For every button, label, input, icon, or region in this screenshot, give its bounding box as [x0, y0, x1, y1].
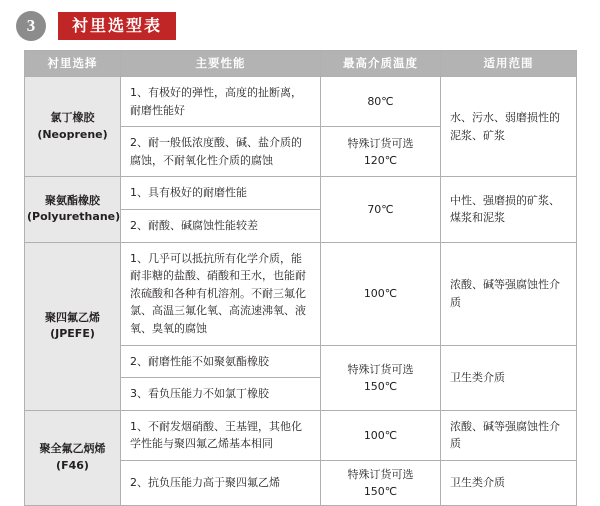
lining-name-cn: 聚全氟乙炳烯: [39, 442, 106, 456]
temperature-note: 特殊订货可选: [347, 362, 414, 376]
performance-cell: 1、有极好的弹性，高度的扯断离，耐磨性能好: [121, 77, 321, 127]
temperature-cell: 70℃: [321, 177, 441, 242]
table-header-row: [25, 51, 577, 77]
temperature-note: 特殊订货可选: [347, 467, 414, 481]
lining-name-en: (Polyurethane): [27, 210, 121, 224]
lining-name-polyurethane: [25, 177, 121, 242]
lining-selection-table: [24, 50, 577, 506]
scope-cell: 浓酸、碱等强腐蚀性介质: [441, 410, 577, 460]
performance-cell: 2、耐磨性能不如聚氨酯橡胶: [121, 345, 321, 378]
lining-name-jpefe: [25, 242, 121, 410]
lining-name-en: (JPEFE): [50, 327, 95, 341]
column-header-lining: 衬里选择: [25, 51, 121, 77]
temperature-cell: 100℃: [321, 410, 441, 460]
table-row: [25, 242, 577, 345]
scope-cell: 卫生类介质: [441, 345, 577, 410]
lining-name-f46: [25, 410, 121, 505]
table-row: [25, 177, 577, 210]
step-badge: 3: [16, 11, 46, 41]
table-body: [25, 77, 577, 506]
performance-cell: 3、看负压能力不如氯丁橡胶: [121, 378, 321, 411]
temperature-cell: [321, 345, 441, 410]
table-row: [25, 410, 577, 460]
temperature-value: 150℃: [363, 379, 398, 393]
temperature-cell: [321, 127, 441, 177]
temperature-cell: [321, 460, 441, 505]
temperature-note: 特殊订货可选: [347, 136, 414, 150]
column-header-max-temperature: 最高介质温度: [321, 51, 441, 77]
lining-name-cn: 氯丁橡胶: [50, 111, 95, 125]
table-container: [0, 42, 600, 506]
column-header-performance: 主要性能: [121, 51, 321, 77]
lining-name-cn: 聚四氟乙烯: [45, 310, 100, 324]
temperature-cell: 80℃: [321, 77, 441, 127]
scope-cell: 水、污水、弱磨损性的泥浆、矿浆: [441, 77, 577, 177]
scope-cell: 浓酸、碱等强腐蚀性介质: [441, 242, 577, 345]
lining-name-en: (Neoprene): [37, 127, 108, 141]
lining-name-en: (F46): [56, 458, 89, 472]
table-row: [25, 77, 577, 127]
performance-cell: 2、耐酸、碱腐蚀性能较差: [121, 209, 321, 242]
performance-cell: 1、不耐发烟硝酸、王基锂，其他化学性能与聚四氟乙烯基本相同: [121, 410, 321, 460]
page-title: 衬里选型表: [58, 12, 176, 41]
performance-cell: 1、几乎可以抵抗所有化学介质，能耐非糖的盐酸、硝酸和王水，也能耐浓硫酸和各种有机溶剂。不耐三氟化氯、高温三氟化氧、高流速沸氧、液氧、臭氧的腐蚀: [121, 242, 321, 345]
table-head: [25, 51, 577, 77]
performance-cell: 2、抗负压能力高于聚四氟乙烯: [121, 460, 321, 505]
lining-name-cn: 聚氨酯橡胶: [45, 193, 100, 207]
temperature-value: 150℃: [363, 484, 398, 498]
scope-cell: 卫生类介质: [441, 460, 577, 505]
performance-cell: 1、具有极好的耐磨性能: [121, 177, 321, 210]
scope-cell: 中性、强磨损的矿浆、煤浆和泥浆: [441, 177, 577, 242]
performance-cell: 2、耐一般低浓度酸、碱、盐介质的腐蚀，不耐氧化性介质的腐蚀: [121, 127, 321, 177]
section-header: [0, 0, 600, 42]
temperature-value: 120℃: [363, 153, 398, 167]
lining-name-neoprene: [25, 77, 121, 177]
column-header-scope: 适用范围: [441, 51, 577, 77]
temperature-cell: 100℃: [321, 242, 441, 345]
